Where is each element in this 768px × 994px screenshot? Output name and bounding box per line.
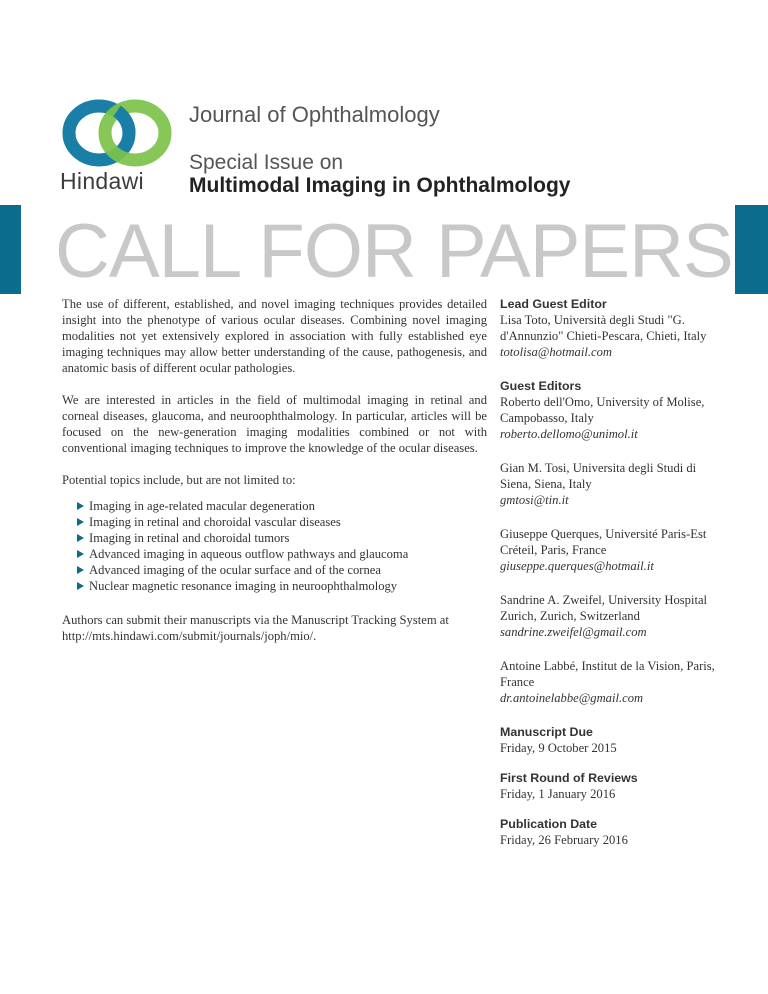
journal-title: Journal of Ophthalmology [189, 102, 440, 127]
guest-editor-email: giuseppe.querques@hotmail.it [500, 559, 654, 573]
date-heading: First Round of Reviews [500, 771, 638, 785]
list-item: Advanced imaging of the ocular surface and of the cornea [77, 562, 487, 578]
guest-editor-block [500, 592, 725, 640]
accent-bar-left [0, 205, 21, 294]
editors-column [500, 296, 725, 866]
list-item: Imaging in retinal and choroidal tumors [77, 530, 487, 546]
guest-editor-email: dr.antoinelabbe@gmail.com [500, 691, 644, 705]
bullet-triangle-icon [77, 550, 84, 558]
guest-editor-affiliation: Antoine Labbé, Institut de la Vision, Paris, France [500, 659, 715, 689]
lead-editor-block [500, 296, 725, 360]
guest-editor-affiliation: Giuseppe Querques, Université Paris-Est Créteil, Paris, France [500, 527, 707, 557]
guest-editor-block [500, 658, 725, 706]
lead-editor-heading: Lead Guest Editor [500, 297, 607, 311]
date-block [500, 724, 725, 756]
list-item: Advanced imaging in aqueous outflow pathways and glaucoma [77, 546, 487, 562]
main-column [62, 296, 487, 660]
interest-paragraph: We are interested in articles in the field of multimodal imaging in retinal and corneal diseases, glaucoma, and neuroophthalmology. In particular, articles will be focused on the new-generation imaging modalities combined or not with conventional imaging techniques to improve the knowledge of the ocular diseases. [62, 393, 487, 455]
guest-editor-block [500, 526, 725, 574]
guest-editor-affiliation: Roberto dell'Omo, University of Molise, Campobasso, Italy [500, 395, 705, 425]
guest-editor-email: gmtosi@tin.it [500, 493, 569, 507]
guest-editor-block [500, 460, 725, 508]
date-heading: Publication Date [500, 817, 598, 831]
date-value: Friday, 9 October 2015 [500, 741, 617, 755]
list-item: Imaging in age-related macular degeneration [77, 498, 487, 514]
bullet-triangle-icon [77, 534, 84, 542]
date-block [500, 816, 725, 848]
intro-paragraph: The use of different, established, and novel imaging techniques provides detailed insight into the phenotype of various ocular diseases. Combining novel imaging modalities not yet extensively explored in association with fully established eye imaging techniques may allow better understanding of the cause, pathogenesis, and anatomic basis of different ocular pathologies. [62, 297, 487, 375]
date-value: Friday, 26 February 2016 [500, 833, 628, 847]
special-issue-label: Special Issue on [189, 151, 344, 174]
date-value: Friday, 1 January 2016 [500, 787, 616, 801]
bullet-triangle-icon [77, 518, 84, 526]
guest-editor-email: sandrine.zweifel@gmail.com [500, 625, 647, 639]
submission-paragraph: Authors can submit their manuscripts via the Manuscript Tracking System at http://mts.hindawi.com/submit/journals/joph/mio/. [62, 613, 449, 643]
list-item: Nuclear magnetic resonance imaging in neuroophthalmology [77, 578, 487, 594]
guest-editor-affiliation: Gian M. Tosi, Universita degli Studi di Siena, Siena, Italy [500, 461, 697, 491]
guest-editor-email: roberto.dellomo@unimol.it [500, 427, 638, 441]
lead-editor-affiliation: Lisa Toto, Università degli Studi "G. d'Annunzio" Chieti-Pescara, Chieti, Italy [500, 313, 707, 343]
date-heading: Manuscript Due [500, 725, 593, 739]
date-block [500, 770, 725, 802]
list-item: Imaging in retinal and choroidal vascular diseases [77, 514, 487, 530]
topics-intro: Potential topics include, but are not limited to: [62, 473, 296, 487]
topics-list [77, 498, 487, 594]
brand-name: Hindawi [60, 168, 144, 194]
guest-editors-heading: Guest Editors [500, 379, 582, 393]
call-for-papers-banner: CALL FOR PAPERS [55, 209, 733, 294]
accent-bar-right [735, 205, 768, 294]
bullet-triangle-icon [77, 582, 84, 590]
guest-editor-affiliation: Sandrine A. Zweifel, University Hospital Zurich, Zurich, Switzerland [500, 593, 708, 623]
guest-editor-block [500, 378, 725, 442]
bullet-triangle-icon [77, 566, 84, 574]
lead-editor-email: totolisa@hotmail.com [500, 345, 612, 359]
bullet-triangle-icon [77, 502, 84, 510]
special-issue-title: Multimodal Imaging in Ophthalmology [189, 174, 571, 197]
